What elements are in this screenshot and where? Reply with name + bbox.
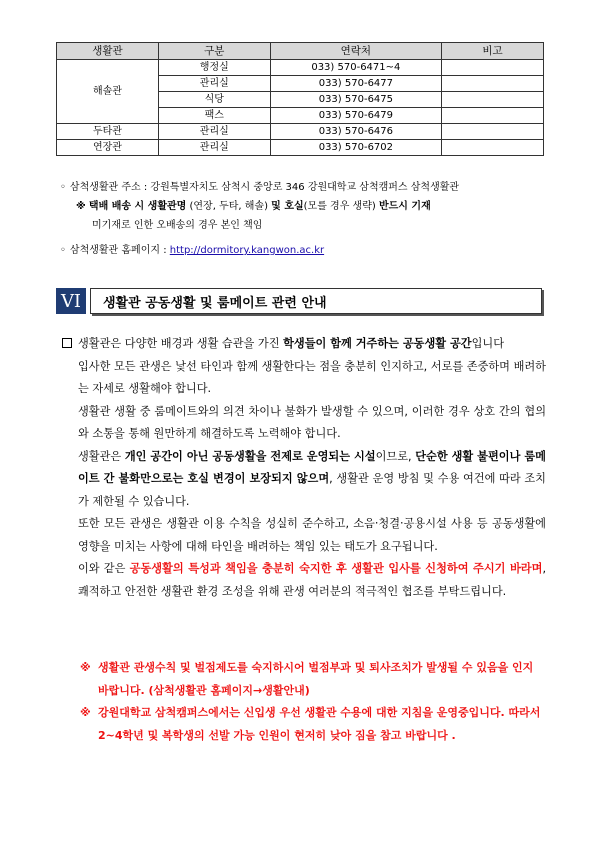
checkbox-icon: [62, 338, 72, 348]
homepage-line: [60, 244, 324, 258]
reference-mark-icon: ※: [80, 661, 91, 674]
type-cell: 관리실: [158, 76, 270, 92]
warning-normal: (모를 경우 생략): [303, 201, 376, 212]
text-bold: 학생들이 함께 거주하는 공동생활 공간: [283, 337, 472, 350]
section-number: VI: [56, 288, 86, 314]
section-header: [56, 287, 542, 315]
section-title: 생활관 공동생활 및 룸메이트 관련 안내: [90, 288, 542, 314]
address-text: 삼척생활관 주소 : 강원특별자치도 삼척시 중앙로 346 강원대학교 삼척캠퍼스 삼척생활관: [69, 182, 460, 193]
warning-normal: (연장, 두타, 해솔): [189, 201, 268, 212]
table-row: [57, 124, 544, 140]
warning-bold: 택배 배송 시 생활관명: [88, 201, 187, 212]
paragraph-1: [62, 333, 546, 356]
text-bold: 개인 공간이 아닌 공동생활을 전제로 운영되는 시설: [124, 449, 376, 463]
note-cell: [442, 60, 544, 76]
note-cell: [442, 140, 544, 156]
phone-cell: 033) 570-6702: [270, 140, 441, 156]
header-phone: 연락처: [270, 43, 441, 60]
type-cell: 식당: [158, 92, 270, 108]
phone-cell: 033) 570-6477: [270, 76, 441, 92]
note-cell: [442, 108, 544, 124]
contact-table: [56, 42, 544, 156]
phone-cell: 033) 570-6476: [270, 124, 441, 140]
paragraph-5: [62, 558, 546, 603]
address-line: [60, 181, 459, 195]
table-row: [57, 60, 544, 76]
note-text: 생활관 관생수칙 및 벌점제도를 숙지하시어 벌점부과 및 퇴사조치가 발생될 수 있음을 인지 바랍니다. (삼척생활관 홈페이지→생활안내): [98, 661, 534, 697]
text: 이므로,: [375, 449, 412, 463]
text-bold: 단순한 생활 불편이나 룸메이트 간 불화만으로는 호실 변경이 보장되지 않으며: [78, 449, 546, 485]
text: , 쾌적하고 안전한 생활관 환경 조성을 위해 관생 여러분의 적극적인 협조를 부탁드립니다.: [78, 562, 546, 598]
phone-cell: 033) 570-6479: [270, 108, 441, 124]
header-building: 생활관: [57, 43, 159, 60]
text: 생활관은 다양한 배경과 생활 습관을 가진: [78, 337, 280, 350]
warning-bold: 및 호실: [271, 201, 304, 212]
text: , 생활관 운영 방침 및 수용 여건에 따라 조치가 제한될 수 있습니다.: [78, 472, 546, 508]
note-cell: [442, 92, 544, 108]
type-cell: 행정실: [158, 60, 270, 76]
paragraph-1-rest: 입사한 모든 관생은 낯선 타인과 함께 생활한다는 점을 충분히 인지하고, 서로를 존중하며 배려하는 자세로 생활해야 합니다.: [78, 359, 546, 395]
bullet-icon: ◦: [60, 182, 66, 193]
delivery-warning-line2: 미기재로 인한 오배송의 경우 본인 책임: [92, 220, 263, 231]
text: 생활관은: [78, 449, 122, 463]
homepage-label: 삼척생활관 홈페이지 :: [69, 245, 167, 256]
text: 입니다: [471, 337, 504, 350]
paragraph-3: [62, 446, 546, 514]
delivery-warning: [76, 200, 431, 214]
text: 이와 같은: [78, 562, 126, 575]
reference-mark-icon: ※: [80, 706, 91, 719]
table-header-row: [57, 43, 544, 60]
text-red: 공동생활의 특성과 책임을 충분히 숙지한 후 생활관 입사를 신청하여 주시기 바라며: [129, 562, 543, 575]
table-row: [57, 140, 544, 156]
notes-block: [80, 657, 546, 747]
phone-cell: 033) 570-6471~4: [270, 60, 441, 76]
bullet-icon: ◦: [60, 245, 66, 256]
building-cell: 연장관: [57, 140, 159, 156]
reference-mark-icon: ※: [76, 201, 86, 212]
paragraph-4: 또한 모든 관생은 생활관 이용 수칙을 성실히 준수하고, 소음·청결·공용시설 사용 등 공동생활에 영향을 미치는 사항에 대해 타인을 배려하는 책임 있는 태도가 요구됩니다.: [78, 517, 546, 553]
header-type: 구분: [158, 43, 270, 60]
phone-cell: 033) 570-6475: [270, 92, 441, 108]
type-cell: 팩스: [158, 108, 270, 124]
paragraph-2: 생활관 생활 중 룸메이트와의 의견 차이나 불화가 발생할 수 있으며, 이러한 경우 상호 간의 협의와 소통을 통해 원만하게 해결하도록 노력해야 합니다.: [78, 404, 546, 440]
type-cell: 관리실: [158, 140, 270, 156]
note-item: [80, 702, 546, 747]
building-cell: 두타관: [57, 124, 159, 140]
note-cell: [442, 76, 544, 92]
warning-bold: 반드시 기재: [378, 201, 431, 212]
note-cell: [442, 124, 544, 140]
building-cell: 해솔관: [57, 60, 159, 124]
homepage-link[interactable]: http://dormitory.kangwon.ac.kr: [169, 245, 325, 256]
note-item: [80, 657, 546, 702]
type-cell: 관리실: [158, 124, 270, 140]
header-note: 비고: [442, 43, 544, 60]
section-body: [62, 333, 546, 603]
note-text: 강원대학교 삼척캠퍼스에서는 신입생 우선 생활관 수용에 대한 지침을 운영중입니다. 따라서 2~4학년 및 복학생의 선발 가능 인원이 현저히 낮아 짐을 참고 바랍니다 .: [98, 706, 541, 742]
